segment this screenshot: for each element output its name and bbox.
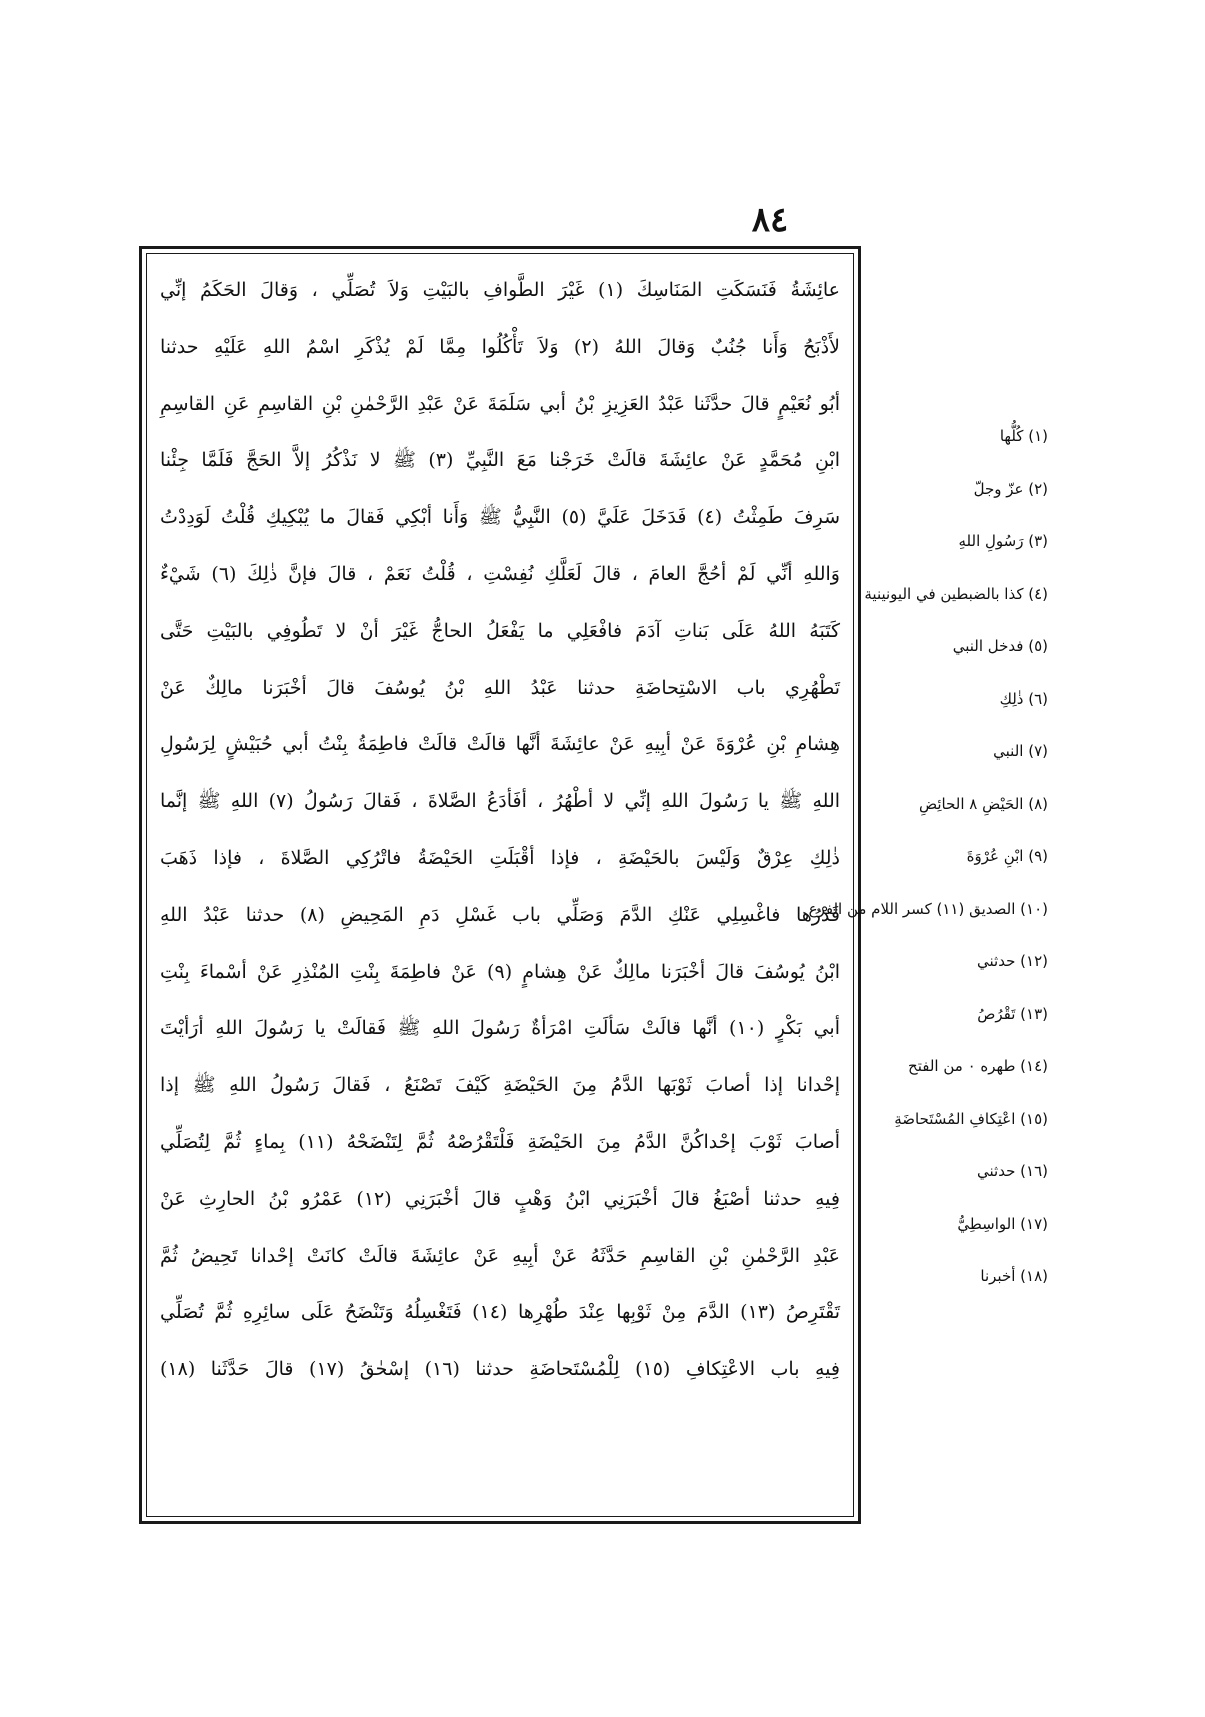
text-line: قَدْرُها فاغْسِلِي عَنْكِ الدَّمَ وَصَلِّي باب غَسْلِ دَمِ المَحِيضِ (٨) حدثنا عَبْدُ اللهِ [160,903,840,926]
margin-note: (١٣) تَقْرُصُ [977,1004,1048,1023]
text-line: فِيهِ حدثنا أصْبَغُ قالَ أخْبَرَنِي ابْنُ وَهْبٍ قالَ أخْبَرَنِي (١٢) عَمْرُو بْنُ الحارِثِ عَنْ [160,1187,840,1210]
margin-note: (١٧) الواسِطِيُّ [957,1214,1048,1233]
margin-note: (١٦) حدثني [977,1162,1048,1180]
text-line: عائِشَةُ فَنَسَكَتِ المَنَاسِكَ (١) غَيْرَ الطَّوافِ بالبَيْتِ وَلاَ تُصَلِّي ، وَقالَ الحَكَمُ إنِّي [160,279,840,301]
text-line: عَبْدِ الرَّحْمٰنِ بْنِ القاسِمِ حَدَّثَهُ عَنْ أبِيهِ عَنْ عائِشَةَ قالَتْ كانَتْ إحْدانا تَحِيضُ ثُمَّ [160,1244,840,1267]
margin-note: (٥) فدخل النبي [952,637,1048,655]
margin-note: (١) كُلُّها [999,427,1048,445]
margin-notes [808,410,1048,1303]
page-number: ٨٤ [751,200,789,240]
text-line: أبي بَكْرٍ (١٠) أنَّها قالَتْ سَألَتِ امْرَأةٌ رَسُولَ اللهِ ﷺ فَقالَتْ يا رَسُولَ اللهِ أرَأيْتَ [160,1017,840,1040]
text-line: تَقْتَرِصُ (١٣) الدَّمَ مِنْ ثَوْبِها عِنْدَ طُهْرِها (١٤) فَتَغْسِلُهُ وَتَنْضَحُ عَلَى سائِرِهِ ثُمَّ تُصَلِّي [160,1301,841,1324]
main-text-block [160,262,840,1512]
text-line: اللهِ ﷺ يا رَسُولَ اللهِ إنِّي لا أطْهُرُ ، أفَأدَعُ الصَّلاةَ ، فَقالَ رَسُولُ (٧) اللهِ ﷺ إنَّما [160,790,841,813]
margin-note: (١٨) أخبرنا [980,1267,1048,1285]
margin-note: (١٠) الصديق (١١) كسر اللام من الفرع [808,899,1048,918]
text-line: ذٰلِكِ عِرْقٌ وَلَيْسَ بالحَيْضَةِ ، فإذا أقْبَلَتِ الحَيْضَةُ فاتْرُكِي الصَّلاةَ ، فإذا ذَهَبَ [160,846,840,869]
text-line: ابْنُ يُوسُفَ قالَ أخْبَرَنا مالِكٌ عَنْ هِشامٍ (٩) عَنْ فاطِمَةَ بِنْتِ المُنْذِرِ عَنْ أسْماءَ بِنْتِ [160,960,840,983]
margin-note: (٦) ذٰلِكِ [999,689,1048,708]
text-line: كَتَبَهُ اللهُ عَلَى بَناتِ آدَمَ فافْعَلِي ما يَفْعَلُ الحاجُّ غَيْرَ أنْ لا تَطُوفِي بالبَيْتِ حَتَّى [160,619,840,642]
text-line: تَطْهُرِي باب الاسْتِحاضَةِ حدثنا عَبْدُ اللهِ بْنُ يُوسُفَ قالَ أخْبَرَنا مالِكٌ عَنْ [160,676,840,699]
text-line: ابْنِ مُحَمَّدٍ عَنْ عائِشَةَ قالَتْ خَرَجْنا مَعَ النَّبِيِّ (٣) ﷺ لا نَذْكُرُ إلاَّ الحَجَّ فَلَمَّا جِئْنا [160,449,840,472]
text-line: وَاللهِ أنِّي لَمْ أحُجَّ العامَ ، قالَ لَعَلَّكِ نُفِسْتِ ، قُلْتُ نَعَمْ ، قالَ فإنَّ ذٰلِكَ (٦) شَيْءٌ [160,562,840,585]
text-line: فِيهِ باب الاعْتِكافِ (١٥) لِلْمُسْتَحاضَةِ حدثنا (١٦) إسْحٰقُ (١٧) قالَ حَدَّثَنا (١٨) [160,1358,840,1381]
text-line: إحْدانا إذا أصابَ ثَوْبَها الدَّمُ مِنَ الحَيْضَةِ كَيْفَ تَصْنَعُ ، فَقالَ رَسُولُ اللهِ ﷺ إذا [160,1074,840,1097]
text-line: لأَذْبَحُ وَأَنا جُنُبٌ وَقالَ اللهُ (٢) وَلاَ تَأْكُلُوا مِمَّا لَمْ يُذْكَرِ اسْمُ اللهِ عَلَيْهِ حدثنا [160,335,840,358]
margin-note: (٩) ابْنِ عُرْوَةَ [966,847,1048,865]
text-line: أصابَ ثَوْبَ إحْداكُنَّ الدَّمُ مِنَ الحَيْضَةِ فَلْتَقْرُصْهُ ثُمَّ لِتَنْضَحْهُ (١١) بِماءٍ ثُمَّ لِتُصَلِّي [160,1130,840,1153]
margin-note: (٢) عزّ وجلّ [973,479,1048,498]
text-line: هِشامِ بْنِ عُرْوَةَ عَنْ أبِيهِ عَنْ عائِشَةَ أنَّها قالَتْ قالَتْ فاطِمَةُ بِنْتُ أبي حُبَيْشٍ لِرَسُولِ [160,733,840,756]
margin-note: (١٥) اعْتِكافِ المُسْتَحاضَةِ [894,1109,1048,1128]
text-line: أبُو نُعَيْمٍ قالَ حدَّثَنا عَبْدُ العَزِيزِ بْنُ أبي سَلَمَةَ عَنْ عَبْدِ الرَّحْمٰنِ بْنِ القاسِمِ عَنِ القاسِمِ [160,392,840,415]
margin-note: (٧) النبي [993,742,1048,760]
margin-note: (١٤) طهره ٠ من الفتح [908,1057,1048,1075]
margin-note: (٨) الحَيْضِ ٨ الحائِضِ [918,794,1048,813]
margin-note: (٤) كذا بالضبطين في اليونينية [864,584,1048,603]
margin-note: (١٢) حدثني [977,952,1048,970]
margin-note: (٣) رَسُولِ اللهِ [958,532,1048,550]
text-line: سَرِفَ طَمِثْتُ (٤) فَدَخَلَ عَلَيَّ (٥) النَّبِيُّ ﷺ وَأَنا أبْكِي فَقالَ ما يُبْكِيكِ قُلْتُ لَوَدِدْتُ [160,506,841,529]
